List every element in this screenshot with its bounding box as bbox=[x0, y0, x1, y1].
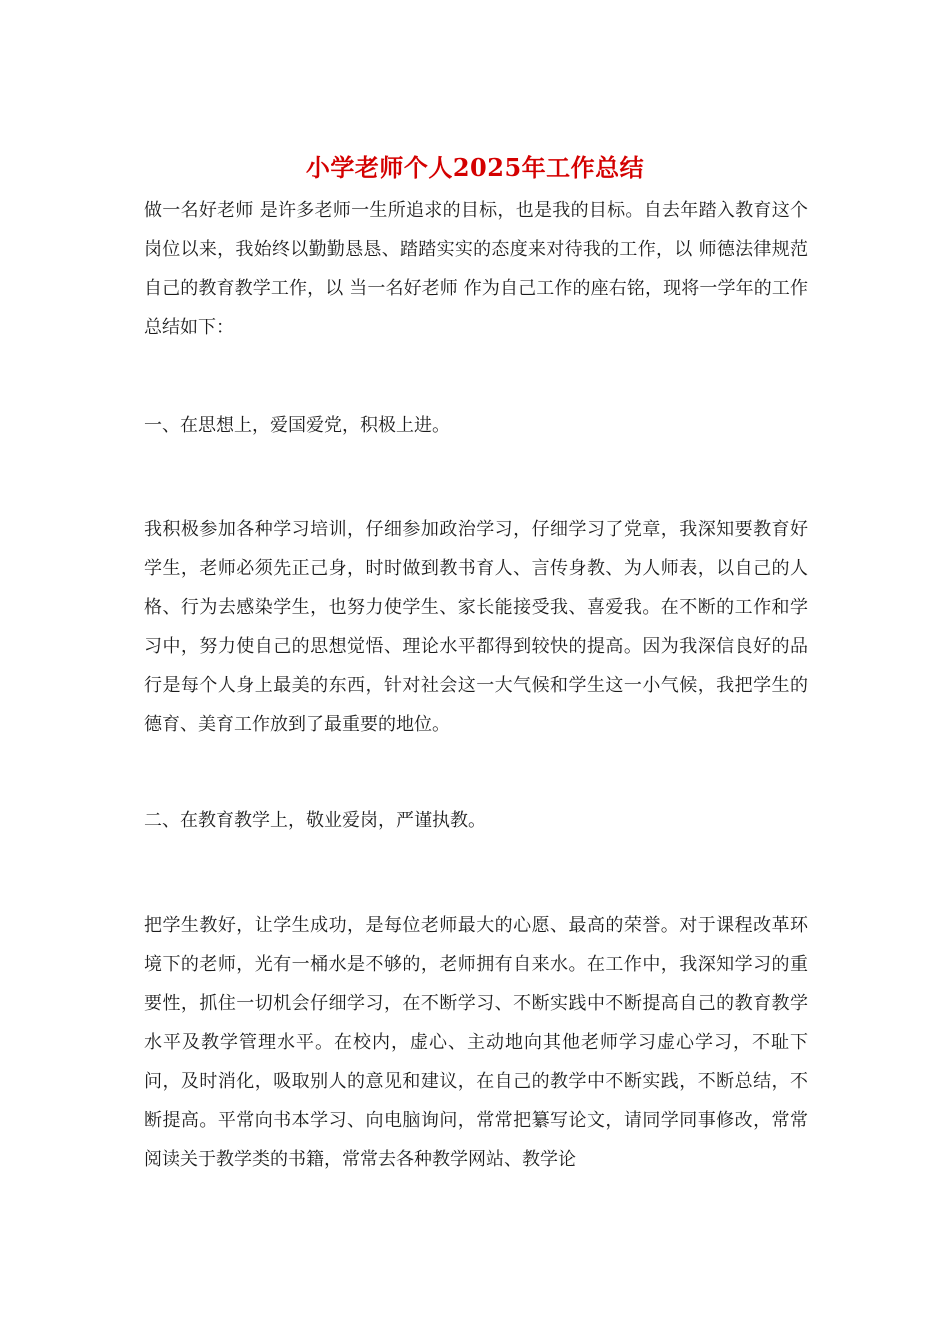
section-heading-1: 一、在思想上，爱国爱党，积极上进。 bbox=[144, 415, 450, 436]
intro-paragraph: 做一名好老师 是许多老师一生所追求的目标，也是我的目标。自去年踏入教育这个岗位以来，我始终以勤勤恳恳、踏踏实实的态度来对待我的工作，以 师德法律规范自己的教育教学工作，以 当一名好老师 作为自己工作的座右铭，现将一学年的工作总结如下： bbox=[144, 200, 808, 338]
document-title: 小学老师个人2025年工作总结 bbox=[305, 153, 645, 182]
section-paragraph-2: 把学生教好，让学生成功，是每位老师最大的心愿、最高的荣誉。对于课程改革环境下的老师，光有一桶水是不够的，老师拥有自来水。在工作中，我深知学习的重要性，抓住一切机会仔细学习，在不断学习、不断实践中不断提高自己的教育教学水平及教学管理水平。在校内，虚心、主动地向其他老师学习虚心学习，不耻下问，及时消化，吸取别人的意见和建议，在自己的教学中不断实践，不断总结，不断提高。平常向书本学习、向电脑询问，常常把纂写论文，请同学同事修改，常常阅读关于教学类的书籍，常常去各种教学网站、教学论 bbox=[144, 915, 808, 1170]
section-heading-2: 二、在教育教学上，敬业爱岗，严谨执教。 bbox=[144, 810, 486, 831]
section-paragraph-1: 我积极参加各种学习培训，仔细参加政治学习，仔细学习了党章，我深知要教育好学生，老师必须先正己身，时时做到教书育人、言传身教、为人师表，以自己的人格、行为去感染学生，也努力使学生、家长能接受我、喜爱我。在不断的工作和学习中，努力使自己的思想觉悟、理论水平都得到较快的提高。因为我深信良好的品行是每个人身上最美的东西，针对社会这一大气候和学生这一小气候，我把学生的德育、美育工作放到了最重要的地位。 bbox=[144, 519, 808, 735]
